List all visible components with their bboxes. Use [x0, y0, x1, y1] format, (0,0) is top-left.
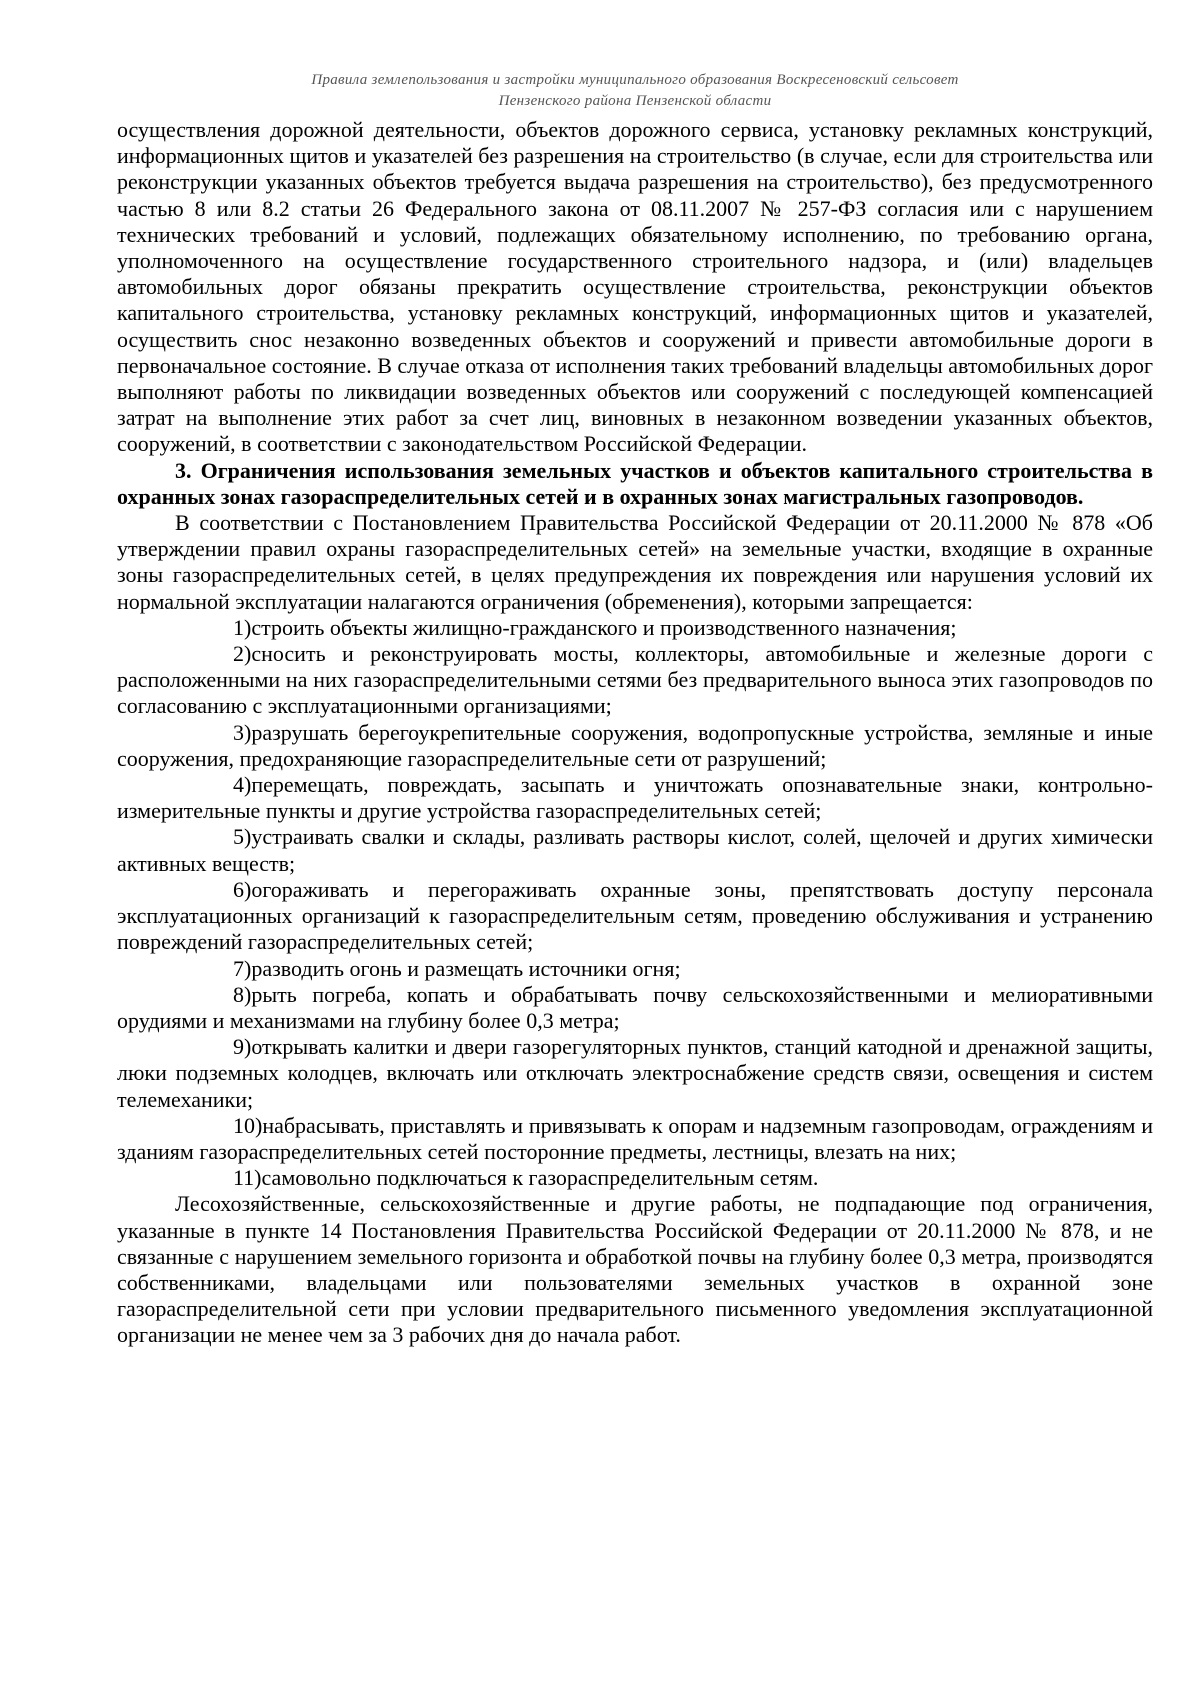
running-header-line-1: Правила землепользования и застройки муниципального образования Воскресеновский сельсовет	[311, 72, 959, 88]
list-item-number: 6)	[233, 876, 252, 902]
intro-paragraph: В соответствии с Постановлением Правительства Российской Федерации от 20.11.2000 № 878 «Об утверждении правил охраны газораспределительных сетей» на земельные участки, входящие в охранные зоны газораспределительных сетей, в целях предупреждения их повреждения или нарушения условий их нормальной эксплуатации налагаются ограничения (обременения), которыми запрещается:	[117, 510, 1153, 614]
list-item	[117, 824, 1153, 876]
list-item-number: 7)	[233, 955, 252, 981]
list-item-number: 5)	[233, 824, 252, 850]
list-item	[117, 772, 1153, 824]
list-item-text: устраивать свалки и склады, разливать растворы кислот, солей, щелочей и других химически активных веществ;	[117, 824, 1153, 876]
list-item-text: самовольно подключаться к газораспределительным сетям.	[261, 1165, 819, 1191]
list-item	[117, 877, 1153, 956]
list-item	[117, 956, 1153, 982]
list-item	[117, 720, 1153, 772]
list-item	[117, 1113, 1153, 1165]
document-page	[117, 70, 1153, 1349]
list-item-text: разрушать берегоукрепительные сооружения, водопропускные устройства, земляные и иные сооружения, предохраняющие газораспределительные сети от разрушений;	[117, 719, 1153, 771]
continuation-paragraph: осуществления дорожной деятельности, объектов дорожного сервиса, установку рекламных конструкций, информационных щитов и указателей без разрешения на строительство (в случае, если для строительства или реконструкции указанных объектов требуется выдача разрешения на строительство), без предусмотренного частью 8 или 8.2 статьи 26 Федерального закона от 08.11.2007 № 257-ФЗ согласия или с нарушением технических требований и условий, подлежащих обязательному исполнению, по требованию органа, уполномоченного на осуществление государственного строительного надзора, и (или) владельцев автомобильных дорог обязаны прекратить осуществление строительства, реконструкции объектов капитального строительства, установку рекламных конструкций, информационных щитов и указателей, осуществить снос незаконно возведенных объектов и сооружений и привести автомобильные дороги в первоначальное состояние. В случае отказа от исполнения таких требований владельцы автомобильных дорог выполняют работы по ликвидации возведенных объектов или сооружений с последующей компенсацией затрат на выполнение этих работ за счет лиц, виновных в незаконном возведении указанных объектов, сооружений, в соответствии с законодательством Российской Федерации.	[117, 117, 1153, 457]
list-item-number: 1)	[233, 614, 252, 640]
section-heading: 3. Ограничения использования земельных участков и объектов капитального строительства в охранных зонах газораспределительных сетей и в охранных зонах магистральных газопроводов.	[117, 457, 1153, 509]
list-item-text: сносить и реконструировать мосты, коллекторы, автомобильные и железные дороги с расположенными на них газораспределительными сетями без предварительного выноса этих газопроводов по согласованию с эксплуатационными организациями;	[117, 641, 1153, 719]
list-item	[117, 1034, 1153, 1113]
list-item-text: рыть погреба, копать и обрабатывать почву сельскохозяйственными и мелиоративными орудиями и механизмами на глубину более 0,3 метра;	[117, 981, 1153, 1033]
list-item-number: 2)	[233, 641, 252, 667]
list-item-text: огораживать и перегораживать охранные зоны, препятствовать доступу персонала эксплуатационных организаций к газораспределительным сетям, проведению обслуживания и устранению повреждений газораспределительных сетей;	[117, 876, 1153, 955]
list-item-text: набрасывать, приставлять и привязывать к опорам и надземным газопроводам, ограждениям и зданиям газораспределительных сетей посторонние предметы, лестницы, влезать на них;	[117, 1112, 1153, 1164]
running-header-line-2: Пензенского района Пензенской области	[498, 93, 772, 109]
document-body	[117, 117, 1153, 1349]
list-item-number: 8)	[233, 981, 252, 1007]
list-item-number: 9)	[233, 1034, 252, 1060]
running-header	[117, 70, 1153, 112]
list-item-text: строить объекты жилищно-гражданского и производственного назначения;	[251, 614, 957, 640]
list-item-text: открывать калитки и двери газорегуляторных пунктов, станций катодной и дренажной защиты, люки подземных колодцев, включать или отключать электроснабжение средств связи, освещения и систем телемеханики;	[117, 1034, 1153, 1112]
closing-paragraph: Лесохозяйственные, сельскохозяйственные и другие работы, не подпадающие под ограничения, указанные в пункте 14 Постановления Правительства Российской Федерации от 20.11.2000 № 878, и не связанные с нарушением земельного горизонта и обработкой почвы на глубину более 0,3 метра, производятся собственниками, владельцами или пользователями земельных участков в охранной зоне газораспределительной сети при условии предварительного письменного уведомления эксплуатационной организации не менее чем за 3 рабочих дня до начала работ.	[117, 1191, 1153, 1348]
list-item-number: 10)	[233, 1112, 263, 1138]
restrictions-list	[117, 615, 1153, 1191]
list-item-number: 3)	[233, 719, 252, 745]
list-item	[117, 982, 1153, 1034]
list-item	[117, 1165, 1153, 1191]
list-item-text: перемещать, повреждать, засыпать и уничтожать опознавательные знаки, контрольно-измерительные пункты и другие устройства газораспределительных сетей;	[117, 772, 1153, 824]
list-item-text: разводить огонь и размещать источники огня;	[251, 955, 681, 981]
list-item	[117, 615, 1153, 641]
list-item-number: 11)	[233, 1165, 262, 1191]
list-item-number: 4)	[233, 772, 252, 798]
list-item	[117, 641, 1153, 720]
